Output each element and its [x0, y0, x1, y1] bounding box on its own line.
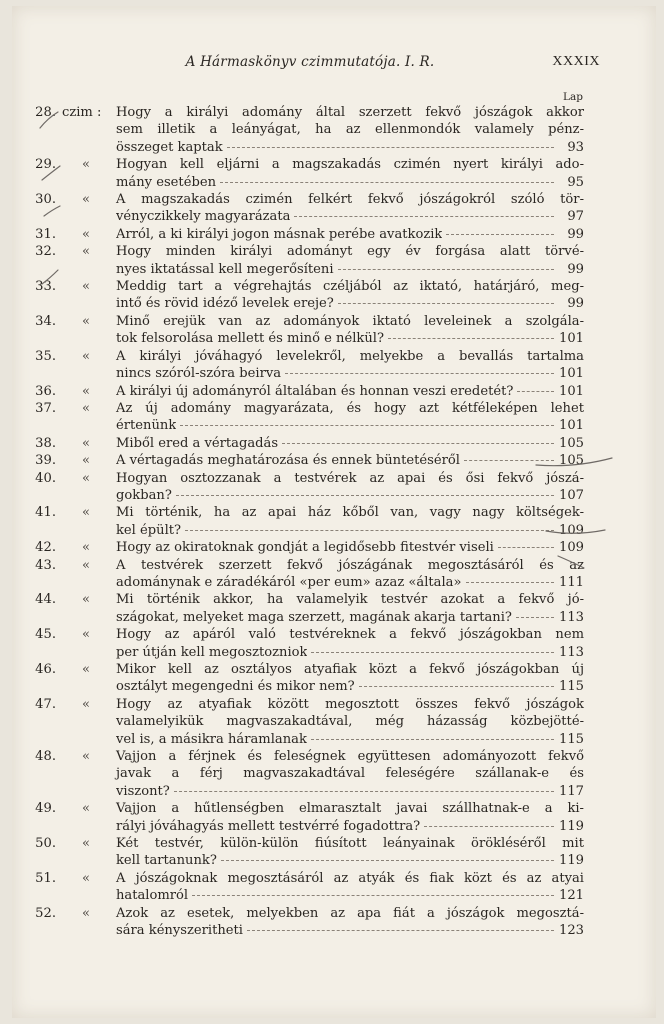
entry-number: 38.: [35, 435, 56, 451]
entry-ditto-mark: «: [82, 870, 91, 886]
entry-number: 34.: [35, 313, 56, 329]
entry-line: összeget kaptak 93: [116, 139, 584, 155]
entry-number: 43.: [35, 557, 56, 573]
entry-number: 46.: [35, 662, 56, 677]
leader-dots: [311, 651, 554, 653]
entry-text: [116, 800, 584, 835]
entry-number: 50.: [35, 836, 56, 852]
entry-line: A királyi új adományról általában és honnan veszi eredetét? 101: [116, 383, 584, 399]
entry-line: Azok az esetek, melyekben az apa fiát a jószágok megosztá-: [116, 905, 584, 921]
entry-line: per útján kell megosztozniok 113: [116, 644, 584, 660]
entry-line: Az új adomány magyarázata, és hogy azt kétféleképen lehet: [116, 400, 584, 416]
leader-dots: [247, 929, 554, 931]
entry-number: 40.: [35, 470, 56, 486]
entry-number: 39.: [35, 453, 56, 469]
entry-page-number: 97: [567, 209, 584, 225]
entry-text: [116, 156, 584, 191]
entry-number: 36.: [35, 383, 56, 399]
entry-text: [116, 243, 584, 278]
entry-text: [116, 626, 584, 661]
entry-page-number: 113: [559, 609, 584, 625]
toc-entry: [24, 470, 584, 505]
entry-line: Hogy a királyi adomány által szerzett fekvő jószágok akkor: [116, 105, 584, 120]
entry-number: 49.: [35, 801, 56, 817]
entry-text: [116, 452, 584, 469]
entry-line: értenünk 101: [116, 418, 584, 434]
entry-page-number: 119: [559, 853, 584, 869]
entry-ditto-mark: «: [82, 313, 91, 329]
entry-ditto-mark: «: [82, 400, 91, 416]
entry-text: [116, 661, 584, 696]
entry-text: [116, 539, 584, 556]
entry-line: intő és rövid idéző levelek ereje? 99: [116, 296, 584, 312]
entry-ditto-mark: «: [82, 905, 91, 921]
entry-text: [116, 748, 584, 800]
toc-entry: [24, 156, 584, 191]
entry-ditto-mark: «: [82, 383, 91, 399]
entry-line: tok felsorolása mellett és minő e nélkül? 101: [116, 331, 584, 347]
entry-line: kel épült? 109: [116, 522, 584, 538]
entry-page-number: 107: [559, 487, 584, 503]
toc-entry: [24, 226, 584, 243]
entry-text: [116, 348, 584, 383]
leader-dots: [174, 790, 554, 792]
entry-number: 42.: [35, 540, 56, 556]
toc-entry: [24, 400, 584, 435]
entry-text: [116, 226, 584, 243]
entry-line: Hogy minden királyi adományt egy év forgása alatt törvé-: [116, 244, 584, 260]
entry-ditto-mark: «: [82, 505, 91, 521]
entry-text: [116, 870, 584, 905]
header-title: A Hármaskönyv czimmutatója. I. R.: [185, 54, 435, 70]
entry-line: A testvérek szerzett fekvő jószágának megosztásáról és az: [116, 557, 584, 573]
entry-line: adománynak e záradékáról «per eum» azaz «általa» 111: [116, 574, 584, 590]
entry-text: [116, 696, 584, 748]
toc-entry: [24, 452, 584, 469]
entry-ditto-mark: «: [82, 435, 91, 451]
toc-entry: [24, 661, 584, 696]
entry-ditto-mark: «: [82, 662, 91, 677]
entry-ditto-mark: «: [82, 226, 91, 242]
entry-line: Mi történik, ha az apai ház kőből van, vagy nagy költségek-: [116, 505, 584, 521]
entry-text: [116, 591, 584, 626]
entry-line: Hogyan kell eljárni a magszakadás czimén nyert királyi ado-: [116, 157, 584, 173]
entry-ditto-mark: «: [82, 696, 91, 712]
leader-dots: [282, 442, 554, 444]
entry-line: szágokat, melyeket maga szerzett, magának akarja tartani? 113: [116, 609, 584, 625]
entry-ditto-mark: «: [82, 540, 91, 556]
entry-line: nincs szóról-szóra beirva 101: [116, 366, 584, 382]
entry-number: 29.: [35, 157, 56, 173]
leader-dots: [220, 181, 554, 183]
entry-number: 41.: [35, 505, 56, 521]
entry-ditto-mark: «: [82, 627, 91, 643]
entry-line: sára kényszeritheti 123: [116, 923, 584, 939]
leader-dots: [311, 738, 554, 740]
toc-entry: [24, 435, 584, 452]
entry-text: [116, 104, 584, 156]
entry-number: 51.: [35, 870, 56, 886]
entry-line: rályi jóváhagyás mellett testvérré fogadottra? 119: [116, 818, 584, 834]
entry-ditto-mark: «: [82, 244, 91, 260]
entry-ditto-mark: «: [82, 453, 91, 469]
entry-line: vényczikkely magyarázata 97: [116, 209, 584, 225]
entry-line: hatalomról 121: [116, 888, 584, 904]
entry-page-number: 99: [567, 226, 584, 242]
entry-text: [116, 905, 584, 940]
entry-number: 45.: [35, 627, 56, 643]
page-column-label: Lap: [563, 91, 583, 103]
leader-dots: [192, 894, 554, 896]
toc-entry: [24, 905, 584, 940]
entry-page-number: 101: [559, 331, 584, 347]
toc-entry: [24, 696, 584, 748]
entry-page-number: 105: [559, 435, 584, 451]
entry-ditto-mark: «: [82, 836, 91, 852]
entry-text: [116, 835, 584, 870]
leader-dots: [185, 529, 554, 531]
entry-line: A királyi jóváhagyó levelekről, melyekbe a bevallás tartalma: [116, 348, 584, 364]
entry-line: Mikor kell az osztályos atyafiak közt a fekvő jószágokban új: [116, 662, 584, 677]
entry-page-number: 121: [559, 888, 584, 904]
entry-text: [116, 557, 584, 592]
toc-entry: [24, 626, 584, 661]
entry-number: 32.: [35, 244, 56, 260]
toc-entry: [24, 557, 584, 592]
toc-entry: [24, 383, 584, 400]
entry-text: [116, 470, 584, 505]
entry-line: Meddig tart a végrehajtás czéljából az iktató, határjáró, meg-: [116, 279, 584, 295]
leader-dots: [285, 372, 554, 374]
entry-ditto-mark: «: [82, 592, 91, 608]
entry-line: viszont? 117: [116, 783, 584, 799]
entry-page-number: 119: [559, 818, 584, 834]
toc-entry: [24, 243, 584, 278]
toc-entry: [24, 104, 584, 156]
entry-ditto-mark: «: [82, 192, 91, 208]
entry-page-number: 99: [567, 261, 584, 277]
entry-ditto-mark: «: [82, 348, 91, 364]
entry-line: gokban? 107: [116, 487, 584, 503]
leader-dots: [424, 825, 554, 827]
toc-entry: [24, 539, 584, 556]
entry-number: 48.: [35, 749, 56, 765]
entry-ditto-mark: «: [82, 801, 91, 817]
entry-line: Vajjon a férjnek és feleségnek együttesen adományozott fekvő: [116, 749, 584, 765]
leader-dots: [294, 215, 554, 217]
entry-page-number: 99: [567, 296, 584, 312]
entry-ditto-mark: czim :: [62, 105, 102, 120]
table-of-contents: [24, 104, 584, 940]
leader-dots: [466, 581, 555, 583]
running-header: [120, 54, 600, 74]
entry-text: [116, 191, 584, 226]
entry-line: Két testvér, külön-külön fiúsított leányainak örökléséről mit: [116, 836, 584, 852]
entry-page-number: 109: [559, 540, 584, 556]
entry-number: 44.: [35, 592, 56, 608]
entry-line: Hogy az apáról való testvéreknek a fekvő jószágokban nem: [116, 627, 584, 643]
entry-ditto-mark: «: [82, 470, 91, 486]
entry-text: [116, 278, 584, 313]
entry-line: A jószágoknak megosztásáról az atyák és fiak közt és az atyai: [116, 870, 584, 886]
entry-page-number: 95: [567, 174, 584, 190]
entry-number: 28.: [35, 105, 56, 120]
leader-dots: [359, 685, 554, 687]
entry-page-number: 115: [559, 731, 584, 747]
toc-entry: [24, 870, 584, 905]
leader-dots: [464, 459, 554, 461]
entry-page-number: 101: [559, 418, 584, 434]
entry-number: 30.: [35, 192, 56, 208]
entry-line: A vértagadás meghatározása és ennek büntetéséről 105: [116, 453, 584, 469]
entry-line: javak a férj magvaszakadtával feleségére szállanak-e és: [116, 766, 584, 782]
entry-number: 33.: [35, 279, 56, 295]
toc-entry: [24, 800, 584, 835]
leader-dots: [221, 859, 554, 861]
entry-line: osztályt megengedni és mikor nem? 115: [116, 679, 584, 695]
entry-line: Hogy az atyafiak között megosztott összes fekvő jószágok: [116, 696, 584, 712]
entry-page-number: 109: [559, 522, 584, 538]
toc-entry: [24, 748, 584, 800]
entry-line: Arról, a ki királyi jogon másnak perébe avatkozik 99: [116, 226, 584, 242]
entry-ditto-mark: «: [82, 157, 91, 173]
toc-entry: [24, 191, 584, 226]
toc-entry: [24, 591, 584, 626]
entry-line: A magszakadás czimén felkért fekvő jószágokról szóló tör-: [116, 192, 584, 208]
entry-line: mány esetében 95: [116, 174, 584, 190]
leader-dots: [176, 494, 554, 496]
entry-line: Minő erejük van az adományok iktató leveleinek a szolgála-: [116, 313, 584, 329]
entry-number: 35.: [35, 348, 56, 364]
leader-dots: [498, 546, 554, 548]
leader-dots: [338, 268, 554, 270]
leader-dots: [446, 233, 554, 235]
entry-text: [116, 504, 584, 539]
entry-line: Mi történik akkor, ha valamelyik testvér azokat a fekvő jó-: [116, 592, 584, 608]
entry-number: 52.: [35, 905, 56, 921]
entry-text: [116, 400, 584, 435]
entry-page-number: 111: [559, 574, 584, 590]
entry-number: 47.: [35, 696, 56, 712]
entry-line: Hogy az okiratoknak gondját a legidősebb fitestvér viseli 109: [116, 540, 584, 556]
entry-ditto-mark: «: [82, 279, 91, 295]
leader-dots: [517, 390, 554, 392]
toc-entry: [24, 348, 584, 383]
toc-entry: [24, 504, 584, 539]
leader-dots: [516, 616, 554, 618]
entry-page-number: 113: [559, 644, 584, 660]
entry-ditto-mark: «: [82, 749, 91, 765]
entry-line: Hogyan osztozzanak a testvérek az apai és ősi fekvő jószá-: [116, 470, 584, 486]
entry-page-number: 117: [559, 783, 584, 799]
entry-line: valamelyikük magvaszakadtával, még házasság közbejötté-: [116, 714, 584, 730]
toc-entry: [24, 313, 584, 348]
entry-page-number: 101: [559, 383, 584, 399]
leader-dots: [180, 424, 554, 426]
leader-dots: [227, 146, 554, 148]
entry-text: [116, 313, 584, 348]
entry-line: sem illetik a leányágat, ha az ellenmondók valamely pénz-: [116, 122, 584, 138]
entry-number: 37.: [35, 400, 56, 416]
entry-page-number: 101: [559, 366, 584, 382]
entry-page-number: 105: [559, 453, 584, 469]
toc-entry: [24, 278, 584, 313]
toc-entry: [24, 835, 584, 870]
entry-page-number: 93: [567, 139, 584, 155]
entry-text: [116, 435, 584, 452]
entry-page-number: 123: [559, 923, 584, 939]
entry-line: vel is, a másikra háramlanak 115: [116, 731, 584, 747]
leader-dots: [388, 337, 554, 339]
header-page-number: XXXIX: [552, 54, 600, 69]
entry-line: Vajjon a hűtlenségben elmarasztalt javai szállhatnak-e a ki-: [116, 801, 584, 817]
entry-line: nyes iktatással kell megerősíteni 99: [116, 261, 584, 277]
entry-ditto-mark: «: [82, 557, 91, 573]
entry-text: [116, 383, 584, 400]
entry-line: Miből ered a vértagadás 105: [116, 435, 584, 451]
entry-number: 31.: [35, 226, 56, 242]
leader-dots: [338, 302, 554, 304]
entry-page-number: 115: [559, 679, 584, 695]
entry-line: kell tartanunk? 119: [116, 853, 584, 869]
